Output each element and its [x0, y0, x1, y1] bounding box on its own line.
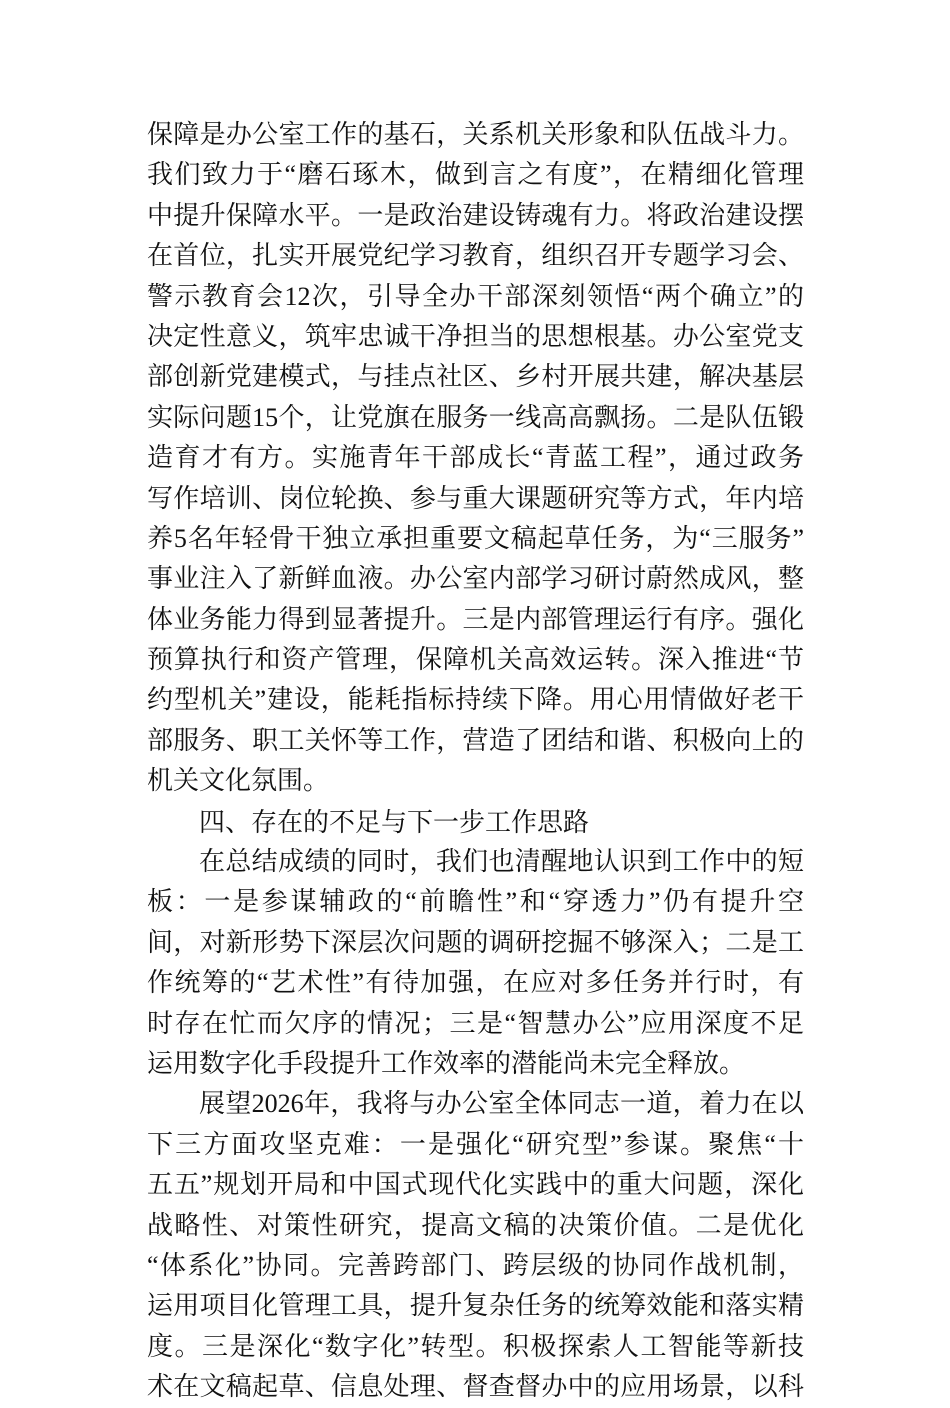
- text-line: 约型机关”建设，能耗指标持续下降。用心用情做好老干: [147, 685, 804, 715]
- text-line: 运用项目化管理工具，提升复杂任务的统筹效能和落实精: [147, 1291, 804, 1321]
- text-line: 板：一是参谋辅政的“前瞻性”和“穿透力”仍有提升空: [147, 887, 804, 917]
- paragraph: [147, 1084, 804, 1407]
- text-line: 事业注入了新鲜血液。办公室内部学习研讨蔚然成风，整: [147, 564, 804, 594]
- text-line: 五五”规划开局和中国式现代化实践中的重大问题，深化: [147, 1170, 804, 1200]
- text-line: 展望2026年，我将与办公室全体同志一道，着力在以: [199, 1089, 804, 1119]
- text-line: 作统筹的“艺术性”有待加强，在应对多任务并行时，有: [147, 968, 804, 998]
- text-line: 保障是办公室工作的基石，关系机关形象和队伍战斗力。: [147, 120, 804, 149]
- text-line: 机关文化氛围。: [147, 766, 330, 796]
- text-line: 实际问题15个，让党旗在服务一线高高飘扬。二是队伍锻: [147, 402, 804, 432]
- section-heading: [147, 802, 804, 842]
- text-line: “体系化”协同。完善跨部门、跨层级的协同作战机制，: [147, 1250, 804, 1280]
- text-line: 战略性、对策性研究，提高文稿的决策价值。二是优化: [147, 1210, 804, 1240]
- text-line: 下三方面攻坚克难：一是强化“研究型”参谋。聚焦“十: [147, 1129, 804, 1159]
- text-line: 度。三是深化“数字化”转型。积极探索人工智能等新技: [147, 1331, 804, 1361]
- text-line: 时存在忙而欠序的情况；三是“智慧办公”应用深度不足: [147, 1008, 804, 1038]
- text-line: 造育才有方。实施青年干部成长“青蓝工程”，通过政务: [147, 443, 804, 473]
- text-line: 警示教育会12次，引导全办干部深刻领悟“两个确立”的: [147, 281, 804, 311]
- text-line: 养5名年轻骨干独立承担重要文稿起草任务，为“三服务”: [147, 523, 804, 553]
- text-line: 在总结成绩的同时，我们也清醒地认识到工作中的短: [199, 847, 804, 877]
- text-line: 间，对新形势下深层次问题的调研挖掘不够深入；二是工: [147, 927, 804, 957]
- text-line: 体业务能力得到显著提升。三是内部管理运行有序。强化: [147, 604, 804, 634]
- text-line: 部创新党建模式，与挂点社区、乡村开展共建，解决基层: [147, 362, 804, 392]
- text-line: 中提升保障水平。一是政治建设铸魂有力。将政治建设摆: [147, 200, 804, 230]
- text-line: 我们致力于“磨石琢木，做到言之有度”，在精细化管理: [147, 160, 804, 190]
- document-page: [147, 115, 804, 1408]
- text-line: 术在文稿起草、信息处理、督查督办中的应用场景，以科: [147, 1372, 804, 1402]
- text-line: 预算执行和资产管理，保障机关高效运转。深入推进“节: [147, 645, 804, 675]
- text-line: 部服务、职工关怀等工作，营造了团结和谐、积极向上的: [147, 725, 804, 755]
- text-line: 运用数字化手段提升工作效率的潜能尚未完全释放。: [147, 1048, 746, 1078]
- text-line: 在首位，扎实开展党纪学习教育，组织召开专题学习会、: [147, 241, 804, 271]
- text-line: 决定性意义，筑牢忠诚干净担当的思想根基。办公室党支: [147, 321, 804, 351]
- text-line: 写作培训、岗位轮换、参与重大课题研究等方式，年内培: [147, 483, 804, 513]
- heading-text: 四、存在的不足与下一步工作思路: [199, 806, 590, 837]
- paragraph: [147, 842, 804, 1084]
- paragraph: [147, 115, 804, 802]
